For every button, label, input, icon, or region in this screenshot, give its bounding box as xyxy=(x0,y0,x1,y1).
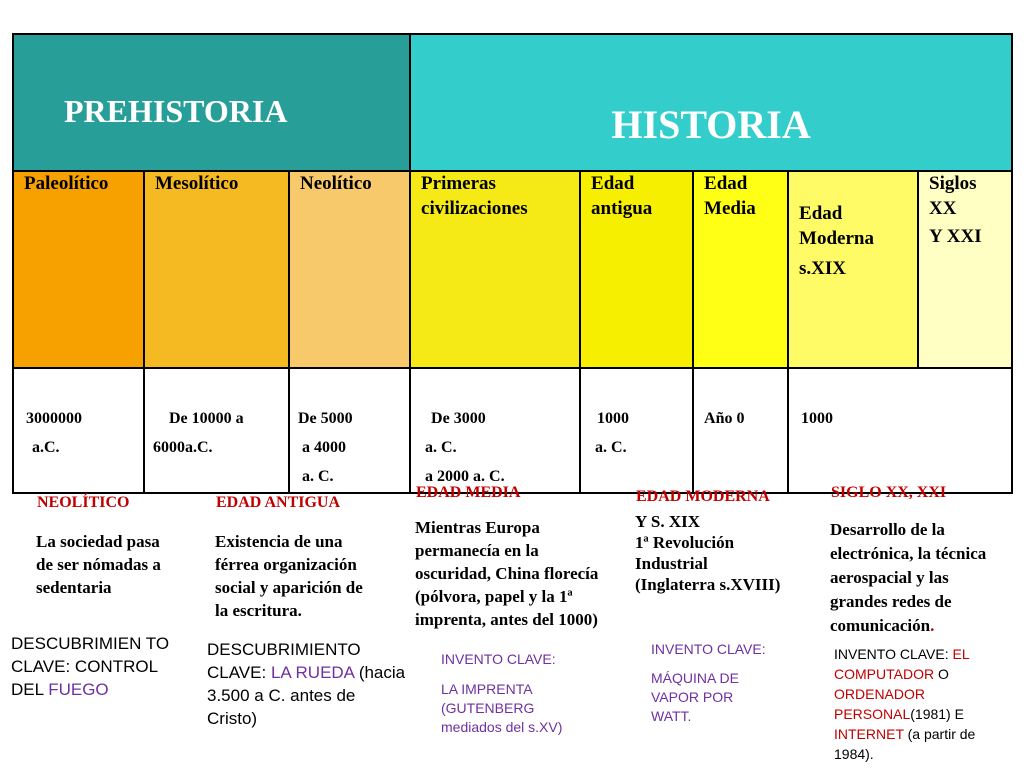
date-text: De 10000 a xyxy=(169,410,244,427)
note-moderna-invento-label: INVENTO CLAVE: xyxy=(651,641,766,657)
note-line: (1981) E xyxy=(910,706,964,722)
period-label: civilizaciones xyxy=(421,197,528,219)
invento-key: ORDENADOR xyxy=(834,686,926,702)
invento-key: PERSONAL xyxy=(834,706,911,722)
note-siglo-invento xyxy=(834,644,1020,764)
invento-key: INTERNET xyxy=(834,726,904,742)
note-line: INVENTO CLAVE: xyxy=(834,646,953,662)
note-line: CLAVE: xyxy=(207,663,271,682)
note-line: VAPOR POR xyxy=(651,689,734,705)
historia-title: HISTORIA xyxy=(611,102,811,147)
date-text: De 3000 xyxy=(431,410,486,427)
date-text: a.C. xyxy=(32,438,60,456)
note-line: (Inglaterra s.XVIII) xyxy=(635,575,781,594)
date-edad-moderna xyxy=(788,368,1012,493)
date-text: a 4000 xyxy=(302,438,346,456)
date-paleolitico xyxy=(13,368,144,493)
note-moderna-title: EDAD MODERNA xyxy=(636,488,770,505)
date-text: a. C. xyxy=(595,438,627,456)
period-primeras-civilizaciones xyxy=(410,171,580,368)
note-line: Industrial xyxy=(635,554,708,573)
period-label: Edad xyxy=(704,173,748,194)
note-line: Existencia de una xyxy=(215,532,343,551)
period-label: Primeras xyxy=(421,173,496,194)
note-line: Cristo) xyxy=(207,709,258,728)
note-line: comunicación xyxy=(830,616,931,635)
period-neolitico xyxy=(289,171,410,368)
note-media-text xyxy=(415,516,598,631)
note-line: oscuridad, China florecía xyxy=(415,564,599,583)
date-edad-antigua xyxy=(580,368,693,493)
note-line: 1ª Revolución xyxy=(635,533,735,552)
period-label: Mesolítico xyxy=(155,173,239,194)
note-line: Y S. XIX xyxy=(635,512,701,531)
note-neolitico-title: NEOLÍTICO xyxy=(37,494,130,511)
note-line: DESCUBRIMIEN TO xyxy=(11,634,170,653)
note-antigua-title: EDAD ANTIGUA xyxy=(216,494,341,511)
invento-key: EL xyxy=(952,646,970,662)
note-media-title: EDAD MEDIA xyxy=(416,484,521,501)
note-neolitico-text xyxy=(36,530,161,599)
period-label: Moderna xyxy=(799,227,874,249)
invento-key: FUEGO xyxy=(48,680,109,699)
period-edad-media xyxy=(693,171,788,368)
period-label: s.XIX xyxy=(799,258,847,280)
period-label: Edad xyxy=(591,173,635,194)
date-text: a. C. xyxy=(302,467,334,485)
date-text: a. C. xyxy=(425,438,457,456)
prehistoria-title: PREHISTORIA xyxy=(64,93,288,129)
note-moderna-text xyxy=(635,511,780,595)
period-paleolitico xyxy=(13,171,144,368)
header-prehistoria xyxy=(13,34,410,171)
period-mesolitico xyxy=(144,171,289,368)
period-label: Edad xyxy=(799,203,843,224)
note-media-invento-label: INVENTO CLAVE: xyxy=(441,651,556,667)
period-siglos-xx-xxi xyxy=(918,171,1012,368)
note-line: 1984). xyxy=(834,746,874,762)
date-neolitico xyxy=(289,368,410,493)
note-line: CLAVE: CONTROL xyxy=(11,657,159,676)
note-line: sedentaria xyxy=(36,578,112,597)
note-line: 3.500 a C. antes de xyxy=(207,686,356,705)
note-line: (GUTENBERG xyxy=(441,700,535,716)
period-label: Neolítico xyxy=(300,173,372,194)
note-siglo-text xyxy=(830,518,986,638)
note-line: LA IMPRENTA xyxy=(441,681,533,697)
note-siglo-title: SIGLO XX, XXI xyxy=(831,484,947,501)
note-antigua-text xyxy=(215,530,363,622)
period-label: antigua xyxy=(591,197,653,219)
note-line: O xyxy=(934,666,949,682)
note-line: WATT. xyxy=(651,708,692,724)
note-line: DEL xyxy=(11,680,44,699)
date-edad-media xyxy=(693,368,788,493)
date-text: 3000000 xyxy=(26,410,82,427)
note-line: MÁQUINA DE xyxy=(651,670,739,686)
date-text: Año 0 xyxy=(704,410,745,427)
note-line: (hacia xyxy=(354,663,406,682)
period-label: Paleolítico xyxy=(24,173,109,194)
period-label: XX xyxy=(929,197,957,219)
note-line: aerospacial y las xyxy=(830,568,949,587)
period-label: Media xyxy=(704,197,756,219)
note-line: La sociedad pasa xyxy=(36,532,160,551)
date-text: De 5000 xyxy=(298,410,353,427)
note-line: (pólvora, papel y la 1ª xyxy=(415,587,573,606)
note-antigua-invento xyxy=(207,638,405,730)
note-line: DESCUBRIMIENTO xyxy=(207,640,361,659)
note-line: la escritura. xyxy=(215,601,302,620)
date-mesolitico xyxy=(144,368,289,493)
note-line: Desarrollo de la xyxy=(830,520,945,539)
note-moderna-invento xyxy=(651,669,739,726)
date-text: 6000a.C. xyxy=(153,438,213,456)
date-text: a 2000 a. C. xyxy=(425,467,505,485)
date-text: 1000 xyxy=(801,410,834,427)
note-line: electrónica, la técnica xyxy=(830,544,987,563)
invento-key: LA RUEDA xyxy=(270,663,355,682)
note-line: de ser nómadas a xyxy=(36,555,161,574)
period-edad-moderna xyxy=(788,171,918,368)
period-edad-antigua xyxy=(580,171,693,368)
note-line: social y aparición de xyxy=(215,578,363,597)
note-line: mediados del s.XV) xyxy=(441,719,563,735)
note-line: (a partir de xyxy=(903,726,976,742)
note-line: . xyxy=(930,616,935,635)
period-label: Siglos xyxy=(929,173,977,194)
note-line: permanecía en la xyxy=(415,541,539,560)
date-primeras-civilizaciones xyxy=(410,368,580,493)
note-neolitico-invento xyxy=(11,632,169,701)
note-line: Mientras Europa xyxy=(415,518,540,537)
header-historia xyxy=(410,34,1012,171)
invento-key: COMPUTADOR xyxy=(834,666,935,682)
date-text: 1000 xyxy=(597,410,630,427)
note-line: grandes redes de xyxy=(830,592,952,611)
timeline-table xyxy=(12,33,1013,494)
note-media-invento xyxy=(441,680,562,737)
period-label: Y XXI xyxy=(929,226,982,248)
note-line: imprenta, antes del 1000) xyxy=(415,610,598,629)
note-line: férrea organización xyxy=(215,555,357,574)
